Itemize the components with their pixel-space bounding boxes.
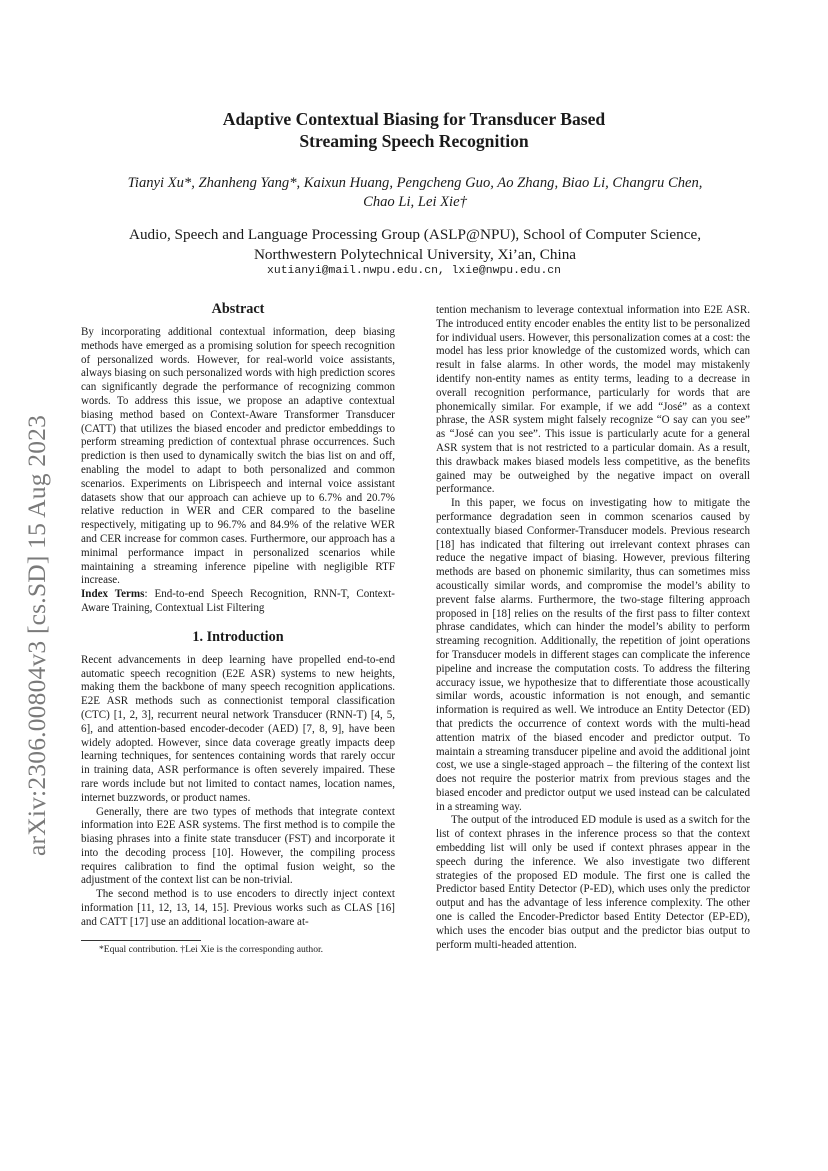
authors-line-2: Chao Li, Lei Xie† (363, 194, 467, 210)
abstract-text: By incorporating additional contextual information, deep biasing methods have emerged as a promising solution for speech recognition of personalized words. However, for real-world voice assistants, always biasing on such personalized words with high prediction scores can significantly degrade the performance of recognizing common words. To address this issue, we propose an adaptive contextual biasing method based on Context-Aware Transformer Transducer (CATT) that utilizes the biased encoder and predictor embeddings to perform streaming prediction of contextual phrase occurrences. Such prediction is then used to dynamically switch the bias list on and off, enabling the model to adapt to both personalized and common scenarios. Experiments on Librispeech and internal voice assistant datasets show that our approach can achieve up to 6.7% and 20.7% relative reduction in WER and CER compared to the baseline respectively, mitigating up to 96.7% and 84.9% of the relative WER and CER increase for common cases. Furthermore, our approach has a minimal performance impact in personalized scenarios while maintaining a streaming inference pipeline with negligible RTF increase. (81, 326, 395, 587)
affiliation (60, 225, 770, 264)
right-paragraph-3: The output of the introduced ED module is used as a switch for the list of context phrases in the inference process so that the context embedding list will only be used if context phrases appear in the speech during the inference. We also investigate two different strategies of the proposed ED module. The first one is called the Predictor based Entity Detector (P-ED), which uses only the predictor output and has the advantage of less inference complexity. The other one is called the Encoder-Predictor based Entity Detector (EP-ED), which uses the encoder bias output and the predictor bias output to perform multi-headed attention. (436, 814, 750, 951)
footnote-rule (81, 940, 201, 941)
left-column (81, 300, 395, 956)
index-terms-text: : End-to-end Speech Recognition, RNN-T, Context-Aware Training, Contextual List Filtering (81, 588, 395, 614)
affiliation-line-2: Northwestern Polytechnical University, Xi’an, China (253, 245, 577, 263)
right-column (436, 304, 750, 952)
authors-line-1: Tianyi Xu*, Zhanheng Yang*, Kaixun Huang, Pengcheng Guo, Ao Zhang, Biao Li, Changru Chen, (127, 175, 703, 191)
intro-paragraph-3: The second method is to use encoders to directly inject context information [11, 12, 13, 14, 15]. Previous works such as CLAS [16] and CATT [17] use an additional location-aware at- (81, 888, 395, 928)
index-terms (81, 588, 395, 616)
footnote: *Equal contribution. †Lei Xie is the corresponding author. (99, 943, 324, 955)
title-line-1: Adaptive Contextual Biasing for Transducer Based (222, 109, 606, 129)
arxiv-identifier-stamp: arXiv:2306.00804v3 [cs.SD] 15 Aug 2023 (22, 414, 51, 856)
author-list (90, 174, 740, 212)
paper-title (0, 108, 828, 152)
introduction-heading: 1. Introduction (192, 628, 284, 645)
right-paragraph-2: In this paper, we focus on investigating how to mitigate the performance degradation seen in common scenarios caused by contextually biased Conformer-Transducer models. Previous research [18] has indicated that filtering out irrelevant context phrases can reduce the negative impact of biasing. However, previous filtering methods are based on phonemic similarity, thus can sometimes miss acoustically similar words, and compromise the model’s ability to prevent false alarms. Furthermore, the two-stage filtering approach proposed in [18] relies on the results of the first pass to filter context phrase candidates, which can hinder the model’s ability to perform streaming recognition. Additionally, the repetition of joint operations for Transducer models in different stages can complicate the inference pipeline and increase the computation costs. To address the filtering accuracy issue, we hypothesize that to differentiate those acoustically similar words, acoustic information is not enough, and semantic information is required as well. We introduce an Entity Detector (ED) that predicts the occurrence of context words with the multi-head attention matrix of the biased encoder and predictor output. To maintain a streaming transducer pipeline and avoid the additional joint cost, we use a single-staged approach – the filtering of the context list does not require the posterior matrix from previous stages and the biased encoder and predictor output we used instead can be calculated in a streaming way. (436, 497, 750, 813)
intro-paragraph-2: Generally, there are two types of methods that integrate context information into E2E ASR systems. The first method is to compile the biasing phrases into a finite state transducer (FST) and incorporate it into the decoding process [10]. However, the compiling process requires calibration to find the optimal fusion weight, so the adjustment of the context list can be non-trivial. (81, 805, 395, 887)
index-terms-label: Index Terms (81, 588, 145, 601)
intro-paragraph-1: Recent advancements in deep learning have propelled end-to-end automatic speech recognition (E2E ASR) systems to new heights, making them the backbone of many speech recognition applications. E2E ASR methods such as connectionist temporal classification (CTC) [1, 2, 3], recurrent neural network Transducer (RNN-T) [4, 5, 6], and attention-based encoder-decoder (AED) [7, 8, 9], have been widely adopted. However, since data coverage greatly impacts deep learning techniques, for sentences containing words that rarely occur in training data, ASR performance is often severely impaired. These rare words include but not limited to contact names, location names, internet buzzwords, or product names. (81, 653, 395, 804)
title-line-2: Streaming Speech Recognition (299, 131, 529, 151)
right-paragraph-1: tention mechanism to leverage contextual information into E2E ASR. The introduced entity encoder enables the entity list to be personalized for individual users. However, this personalization comes at a cost: the model has less prior knowledge of the customized words, which can result in false alarms. In other words, the model may mistakenly identify non-entity names as entity terms, leading to a decrease in overall recognition performance, particularly for words that are phonemically similar. For example, if we add “José” as a context phrase, the ASR system might falsely recognize “O say can you see” as “José can you see”. This issue is particularly acute for a general ASR system that is not restricted to a particular domain. As a result, this drawback makes biased models less competitive, as the benefits gained may be outweighed by the negative impact on overall performance. (436, 304, 750, 496)
abstract-heading: Abstract (211, 301, 265, 317)
author-emails: xutianyi@mail.nwpu.edu.cn, lxie@nwpu.edu.cn (267, 265, 561, 277)
affiliation-line-1: Audio, Speech and Language Processing Group (ASLP@NPU), School of Computer Science, (128, 226, 702, 243)
